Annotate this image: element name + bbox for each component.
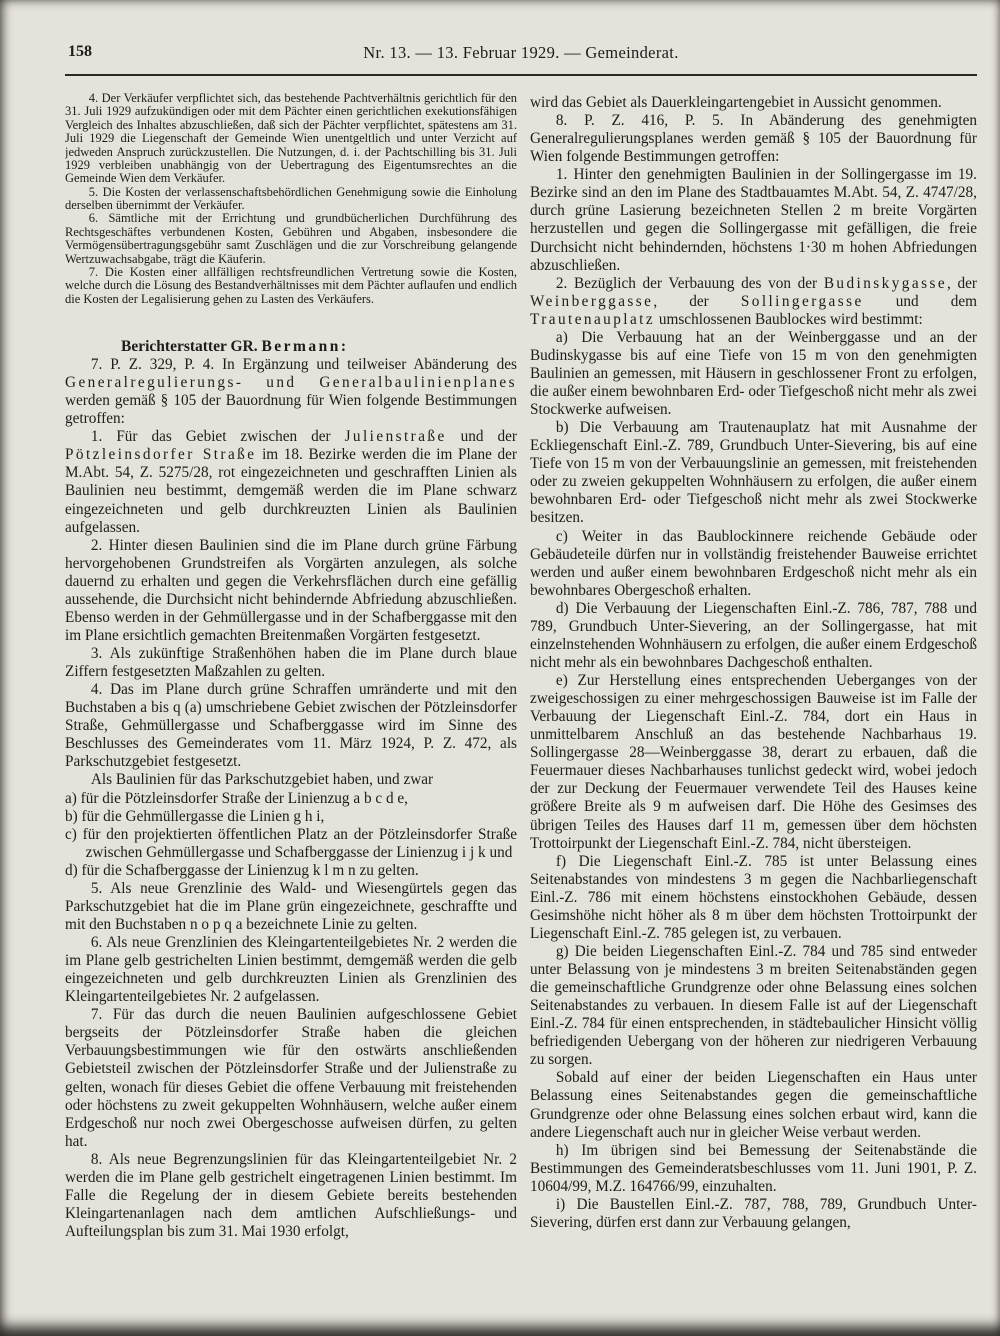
left-paragraphs-after-list [65, 880, 517, 1241]
page-number: 158 [68, 43, 92, 60]
paragraph [530, 528, 977, 600]
paragraph [530, 166, 977, 274]
paragraph [65, 537, 517, 645]
text-segment: a) Die Verbauung hat an der Weinberggasse und an der Budinskygasse bis auf eine Tiefe von 15 m von den genehmigten Baulinien an gemessen, mit Häusern in geschlossener Front zu erfolgen, die außer einem bewohnbaren Erd- oder Tiefgeschoß nicht mehr als zwei Stockwerke aufweisen. [530, 328, 977, 419]
text-segment: c) Weiter in das Baublockinnere reichende Gebäude oder Gebäudeteile dürfen nur in vollständig freistehender Bauweise errichtet werden und außer einem bewohnbaren Erdgeschoß nicht mehr als ein bewohnbares Obergeschoß erhalten. [530, 527, 977, 599]
text-segment: 6. Sämtliche mit der Errichtung und grundbücherlichen Durchführung des Rechtsgeschäftes verbundenen Kosten, Gebühren und Abgaben, insbesondere die Vermögensübertragungsgebühr samt Zuschlägen und die zur Vorschreibung gelangende Wertzuwachsabgabe, trägt die Käuferin. [65, 211, 517, 266]
text-segment: 1. Für das Gebiet zwischen der [90, 428, 345, 446]
paragraph [530, 112, 977, 166]
right-column-text [530, 94, 977, 1258]
paragraph [65, 645, 517, 681]
small-print-paragraph [65, 266, 517, 306]
text-segment: wird das Gebiet als Dauerkleingartengebiet in Aussicht genommen. [530, 94, 942, 111]
text-segment: h) Im übrigen sind bei Bemessung der Seitenabstände die Bestimmungen des Gemeinderatsbeschlusses vom 11. Juni 1901, P. Z. 10604/99, M.Z. 164766/99, einzuhalten. [530, 1141, 977, 1195]
issue-title: Nr. 13. — 13. Februar 1929. — Gemeinderat. [363, 43, 679, 62]
text-segment: umschlossenen Baublockes wird bestimmt: [655, 310, 923, 328]
spaced-text: Sollingergasse [740, 292, 864, 310]
text-segment: 8. P. Z. 416, P. 5. In Abänderung des genehmigten Generalregulierungsplanes werden gemäß § 105 der Bauordnung für Wien folgende Bestimmungen getroffen: [530, 112, 977, 166]
text-segment: 7. P. Z. 329, P. 4. In Ergänzung und teilweiser Abänderung des [90, 356, 517, 373]
text-segment: g) Die beiden Liegenschaften Einl.-Z. 784 und 785 sind entweder unter Belassung von je mindestens 3 m breiten Seitenabständen gegen die gemeinschaftliche Grundgrenze oder ohne Belassung eines solchen Seitenabstandes zu verbauen. In diesem Falle ist auf der Liegenschaft Einl.-Z. 784 für einen entsprechenden, in städtebaulicher Hinsicht völlig befriedigenden Uebergang von der höheren zur niedrigeren Verbauung zu sorgen. [530, 942, 977, 1069]
text-segment: 4. Das im Plane durch grüne Schraffen umränderte und mit den Buchstaben a bis q (a) umschriebene Gebiet zwischen der Pötzleinsdorfer Straße, Gehmüllergasse und Schafberggasse wird im Sinne des Beschlusses des Gemeinderates vom 11. März 1924, P. Z. 472, als Parkschutzgebiet festgesetzt. [65, 681, 517, 771]
text-segment: a) für die Pötzleinsdorfer Straße der Linienzug a b c d e, [65, 789, 408, 807]
paragraph [65, 1151, 517, 1241]
baulinien-list [65, 790, 517, 880]
paragraph [530, 94, 977, 112]
text-segment: 6. Als neue Grenzlinien des Kleingartenteilgebietes Nr. 2 werden die im Plane gelb gestrichelten Linien bestimmt, demgemäß werden die gelb eingezeichneten und gelb durchkreuzten Linien als Grenzlinien des Kleingartenteilgebietes Nr. 2 aufgelassen. [65, 934, 517, 1006]
spaced-text: Trautenauplatz [530, 310, 656, 328]
left-paragraphs-before-list [65, 356, 517, 790]
text-segment: 2. Hinter diesen Baulinien sind die im Plane durch grüne Färbung hervorgehobenen Grundstreifen als Vorgärten anzulegen, als solche dauernd zu erhalten und gegen die Verkehrsflächen durch eine gefällig aussehende, die Durchsicht nicht behindernde Abfriedung abzuschließen. Ebenso werden in der Gehmüllergasse und in der Schafberggasse mit den im Plane ersichtlich gemachten Breitenmaßen Vorgärten festgesetzt. [65, 536, 517, 644]
spaced-text: Generalregulierungs- und Generalbaulinienplanes [65, 374, 517, 392]
text-segment: 5. Die Kosten der verlassenschaftsbehördlichen Genehmigung sowie die Einholung derselben übernimmt der Verkäufer. [65, 184, 517, 212]
paragraph [530, 853, 977, 943]
text-segment: und der [446, 428, 517, 446]
text-segment: 8. Als neue Begrenzungslinien für das Kleingartenteilgebiet Nr. 2 werden die im Plane gelb gestrichelt eingetragenen Linien bestimmt. Im Falle die Regelung der in diesem Gebiete bereits bestehenden Kleingartenanlagen nach dem amtlichen Aufschließungs- und Aufteilungsplan bis zum 31. Mai 1930 erfolgt, [65, 1150, 517, 1240]
spaced-text: Pötzleinsdorfer Straße [65, 446, 257, 464]
paragraph [65, 880, 517, 934]
text-segment: Sobald auf einer der beiden Liegenschaften ein Haus unter Belassung eines Seitenabstandes gegen die gemeinschaftliche Grundgrenze oder ohne Belassung eines solchen erbaut wird, kann die andere Liegenschaft auch nur in gleicher Weise verbaut werden. [530, 1069, 977, 1141]
rapporteur-prefix: Berichterstatter GR. [121, 338, 262, 355]
paragraph [530, 1069, 977, 1141]
paragraph [530, 419, 977, 527]
paragraph [530, 1142, 977, 1196]
small-print-section [65, 92, 517, 335]
text-segment: c) für den projektierten öffentlichen Platz an der Pötzleinsdorfer Straße zwischen Gehmüllergasse und Schafberggasse der Linienzug i j k und [65, 825, 517, 861]
text-segment: 5. Als neue Grenzlinie des Wald- und Wiesengürtels gegen das Parkschutzgebiet hat die im Plane grün eingezeichnete, geschraffte und mit den Buchstaben n o p q a bezeichnete Linie zu gelten. [65, 879, 517, 933]
text-segment: , der [947, 274, 977, 292]
paragraph [65, 934, 517, 1006]
paragraph [530, 329, 977, 419]
paragraph [530, 672, 977, 853]
paragraph [530, 943, 977, 1069]
text-segment: f) Die Liegenschaft Einl.-Z. 785 ist unter Belassung eines Seitenabstandes von mindestens 3 m gegen die Nachbarliegenschaft Einl.-Z. 786 mit einem höchstens einstockhohen Gebäude, dessen Gesimshöhe nicht höher als 8 m über dem höchsten Trottoirpunkt der Liegenschaft Einl.-Z. 785 gelegen ist, zu verbauen. [530, 852, 977, 942]
paragraph [65, 1006, 517, 1151]
text-segment: e) Zur Herstellung eines entsprechenden Ueberganges von der zweigeschossigen zu einer mehrgeschossigen Bauweise ist im Falle der Verbauung der Liegenschaft Einl.-Z. 784, dort ein Haus in unmittelbarem Anschluß an das bestehende Nachbarhaus 19. Sollingergasse 28—Weinberggasse 38, derart zu erbauen, daß die Feuermauer dieses Nachbarhauses tunlichst gedeckt wird, wobei jedoch der zur Deckung der Feuermauer verwendete Teil des Hauses keine größere Breite als 9 m aufweisen darf. Die Höhe des Gesimses des übrigen Teiles des Hauses darf 11 m, gemessen über dem höchsten Trottoirpunkt der Liegenschaft Einl.-Z. 784, nicht übersteigen. [530, 672, 977, 852]
paragraph [530, 275, 977, 329]
text-segment: 2. Bezüglich der Verbauung des von der [555, 274, 824, 292]
list-item [65, 826, 517, 862]
text-segment: im 18. Bezirke werden die im Plane der M.Abt. 54, Z. 5275/28, rot eingezeichneten und geschrafften Linien als Baulinien neu bestimmt, demgemäß werden die im Plane schwarz eingezeichneten und gelb durchkreuzten Linien als Baulinien aufgelassen. [65, 446, 517, 536]
paragraph [65, 681, 517, 771]
rapporteur-heading [65, 336, 517, 358]
page-header [65, 38, 977, 76]
text-segment: i) Die Baustellen Einl.-Z. 787, 788, 789, Grundbuch Unter-Sievering, dürfen erst dann zur Verbauung gelangen, [530, 1195, 977, 1231]
spaced-text: Weinberggasse [530, 292, 654, 310]
text-segment: d) für die Schafberggasse der Linienzug k l m n zu gelten. [65, 861, 419, 879]
text-segment: Als Baulinien für das Parkschutzgebiet haben, und zwar [90, 771, 434, 789]
paragraph [530, 1196, 977, 1232]
text-segment: d) Die Verbauung der Liegenschaften Einl.-Z. 786, 787, 788 und 789, Grundbuch Unter-Sievering, an der Sollingergasse, hat mit einzelnstehenden Wohnhäusern zu erfolgen, die außer einem Erdgeschoß nicht mehr als ein bewohnbares Dachgeschoß enthalten. [530, 599, 977, 671]
text-segment: 4. Der Verkäufer verpflichtet sich, das bestehende Pachtverhältnis gerichtlich für den 31. Juli 1929 aufzukündigen oder mit dem Pächter einen gerichtlichen exekutionsfähigen Vergleich des Inhaltes abzuschließen, daß sich der Pächter verpflichtet, spätestens am 31. Juli 1929 die Liegenschaft der Gemeinde Wien unentgeltlich und unter Verzicht auf jedweden Anspruch zurückzustellen. Die Nutzungen, d. i. der Pachtschilling bis 31. Juli 1929 verbleiben unabhängig von der Uebertragung des Eigentumsrechtes an die Gemeinde Wien dem Verkäufer. [65, 92, 517, 186]
rapporteur-suffix: : [340, 338, 346, 355]
list-item [65, 790, 517, 808]
text-segment: 7. Die Kosten einer allfälligen rechtsfreundlichen Vertretung sowie die Kosten, welche durch die Lösung des Bestandverhältnisses mit dem Pächter auflaufen und endlich die Kosten der Legalisierung gehen zu Lasten des Verkäufers. [65, 264, 517, 306]
spaced-text: Budinskygasse [823, 274, 948, 292]
paragraph [65, 771, 517, 789]
spaced-text: Julienstraße [344, 428, 447, 446]
paragraph [65, 356, 517, 428]
small-print-paragraph [65, 92, 517, 186]
text-segment: 7. Für das durch die neuen Baulinien aufgeschlossene Gebiet bergseits der Pötzleinsdorfer Straße haben die gleichen Verbauungsbestimmungen wie für den ostwärts anschließenden Gebietsteil zwischen der Pötzleinsdorfer Straße und der Julienstraße zu gelten, wonach für dieses Gebiet die offene Verbauung mit freistehenden oder höchstens zu zweit gekuppelten Wohnhäusern, welche außer einem Erdgeschoß nur noch zwei Obergeschosse aufweisen dürfen, zu gelten hat. [65, 1006, 517, 1150]
rapporteur-name: Bermann [261, 338, 341, 355]
text-segment: , der [653, 292, 741, 310]
small-print-paragraph [65, 186, 517, 213]
list-item [65, 808, 517, 826]
paragraph [65, 428, 517, 536]
left-column-text [65, 356, 517, 1258]
text-segment: werden gemäß § 105 der Bauordnung für Wien folgende Bestimmungen getroffen: [65, 392, 517, 428]
small-print-paragraph [65, 212, 517, 266]
text-segment: und dem [863, 292, 977, 310]
list-item [65, 862, 517, 880]
paragraph [530, 600, 977, 672]
text-segment: b) Die Verbauung am Trautenauplatz hat mit Ausnahme der Eckliegenschaft Einl.-Z. 789, Grundbuch Unter-Sievering, bis auf eine Tiefe von 15 m von der Verbauungslinie an gemessen, mit freistehenden oder zu zweien gekuppelten Wohnhäusern zu erfolgen, die außer einem bewohnbaren Erd- oder Tiefgeschoß nicht mehr als zwei Stockwerke besitzen. [530, 419, 977, 527]
text-segment: 3. Als zukünftige Straßenhöhen haben die im Plane durch blaue Ziffern festgesetzten Maßzahlen zu gelten. [65, 645, 517, 681]
text-segment: 1. Hinter den genehmigten Baulinien in der Sollingergasse im 19. Bezirke sind an den im Plane des Stadtbauamtes M.Abt. 54, Z. 4747/28, durch grüne Lasierung bezeichneten Stellen 2 m breite Vorgärten herzustellen und gegen die Sollingergasse mit gefälligen, die freie Durchsicht nicht behindernden, höchstens 1·30 m hohen Abfriedungen abzuschließen. [530, 166, 977, 274]
text-segment: b) für die Gehmüllergasse die Linien g h i, [65, 807, 325, 825]
